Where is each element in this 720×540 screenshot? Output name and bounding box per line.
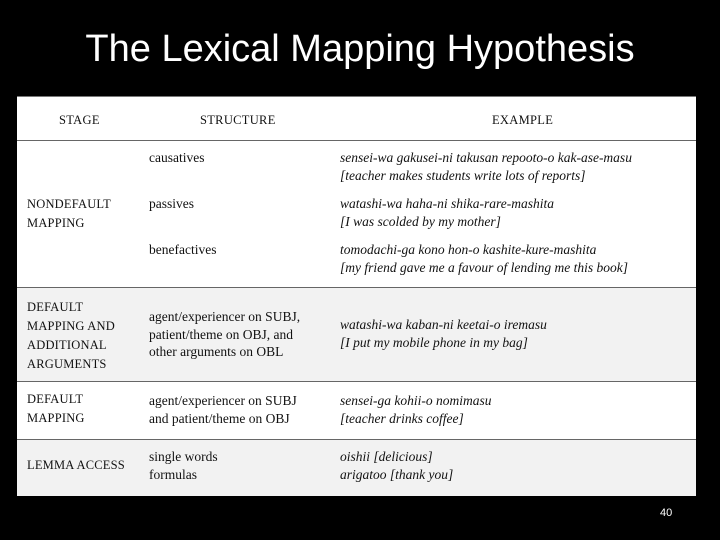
- header-example: EXAMPLE: [492, 113, 554, 127]
- header-divider: [17, 140, 696, 141]
- example-passives: watashi-wa haha-ni shika-rare-mashita [I was scolded by my mother]: [340, 196, 554, 229]
- example-default-mapping: sensei-ga kohii-o nomimasu [teacher drinks coffee]: [340, 393, 492, 426]
- group-divider: [17, 381, 696, 382]
- structure-benefactives: benefactives: [149, 242, 217, 257]
- structure-passives: passives: [149, 196, 194, 211]
- page-number: 40: [660, 507, 673, 519]
- mapping-table: [17, 96, 696, 495]
- example-benefactives: tomodachi-ga kono hon-o kashite-kure-mashita [my friend gave me a favour of lending me this book]: [340, 242, 628, 275]
- header-structure: STRUCTURE: [200, 113, 276, 127]
- structure-causatives: causatives: [149, 150, 205, 165]
- stage-default-mapping: DEFAULT MAPPING: [27, 392, 85, 425]
- example-causatives: sensei-wa gakusei-ni takusan repooto-o kak-ase-masu [teacher makes students write lots of reports]: [340, 150, 632, 183]
- stage-nondefault-mapping: NONDEFAULT MAPPING: [27, 197, 111, 230]
- example-lemma-access: oishii [delicious] arigatoo [thank you]: [340, 449, 454, 482]
- stage-lemma-access: LEMMA ACCESS: [27, 458, 125, 472]
- structure-additional-arguments: agent/experiencer on SUBJ, patient/theme on OBJ, and other arguments on OBL: [149, 309, 301, 359]
- structure-lemma-access: single words formulas: [149, 449, 218, 482]
- header-stage: STAGE: [59, 113, 100, 127]
- structure-default-mapping: agent/experiencer on SUBJ and patient/theme on OBJ: [149, 393, 297, 426]
- slide-title: The Lexical Mapping Hypothesis: [85, 28, 635, 70]
- example-additional-arguments: watashi-wa kaban-ni keetai-o iremasu [I put my mobile phone in my bag]: [340, 317, 547, 350]
- stage-default-mapping-additional-arguments: DEFAULT MAPPING AND ADDITIONAL ARGUMENTS: [27, 300, 115, 371]
